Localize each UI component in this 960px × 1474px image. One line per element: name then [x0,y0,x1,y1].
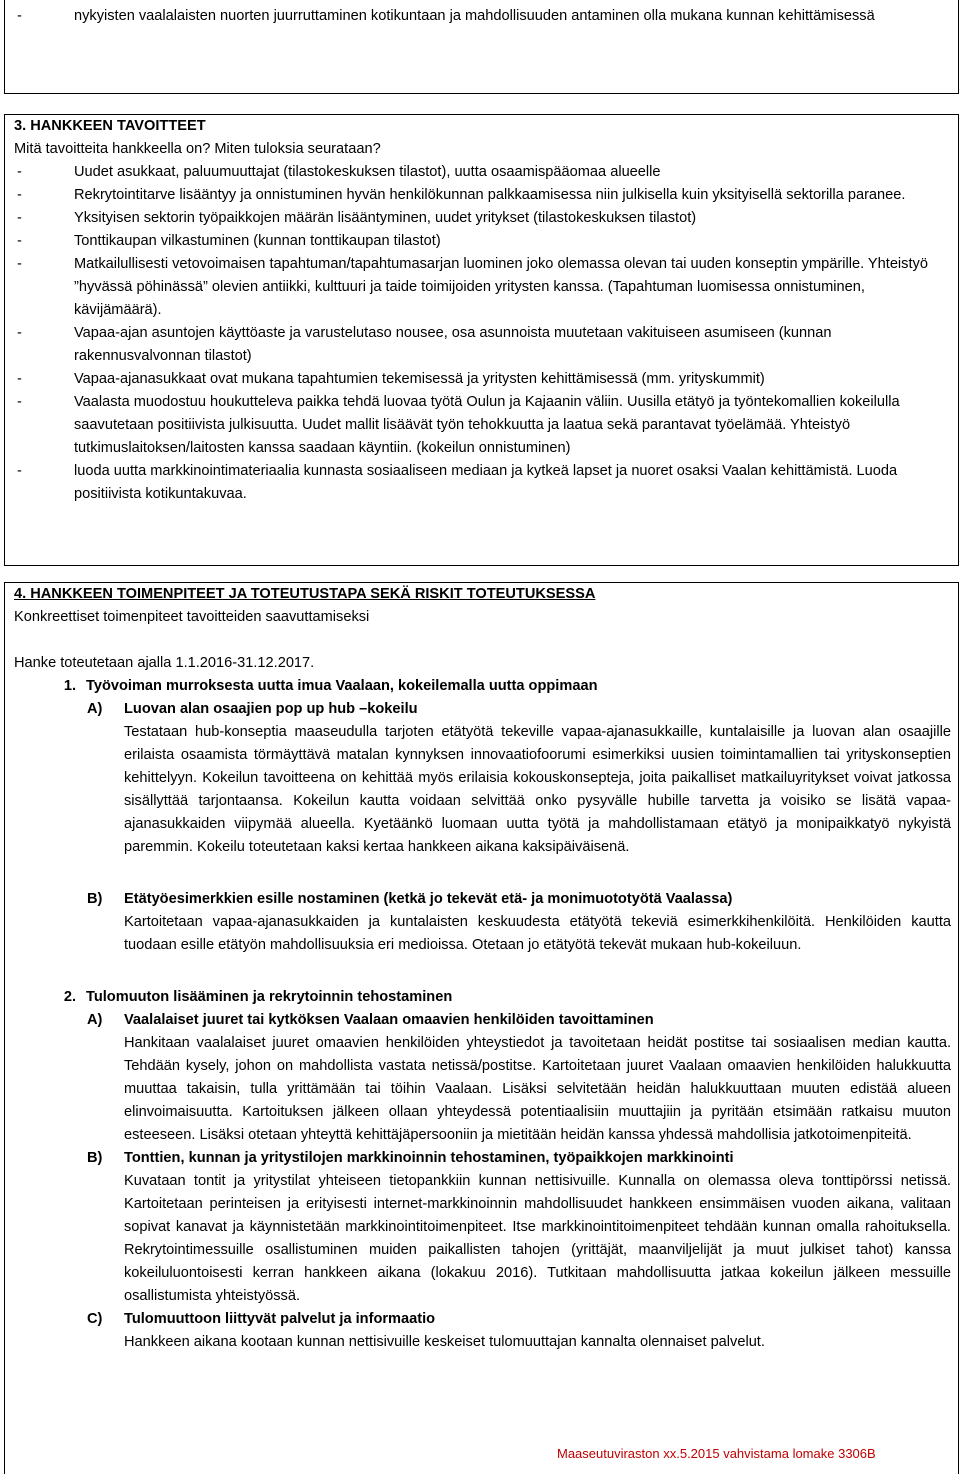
section-3-subheading: Mitä tavoitteita hankkeella on? Miten tuloksia seurataan? [14,141,381,157]
topic-2c-heading: C) Tulomuuttoon liittyvät palvelut ja informaatio [87,1311,436,1327]
list-item: - Vaalasta muodostuu houkutteleva paikka tehdä luovaa työtä Oulun ja Kajaanin väliin. Uusilla etätyö ja työntekomallien kokeilulla saavutetaan positiivista julkisuutta. Uudet mallit lisäävät työn tehokkuutta ja laatua sekä parantavat työelämää. Yhteistyö tutkimuslaitoksen/laitosten kanssa saadaan käyntiin. (kokeilun onnistuminen) [14,391,951,460]
topic-2: 2. Tulomuuton lisääminen ja rekrytoinnin tehostaminen [14,986,951,1009]
topic-2a-text: Hankitaan vaalalaiset juuret omaavien henkilöiden yhteystiedot ja tavoitetaan heidät postitse tai sosiaalisen median kautta. Tehdään kysely, johon on mahdollista vastata netissä/postitse. Kartoitetaan juuret Vaalaan omaavien henkilöiden halukkuutta muuttaa takaisin, tulla yrittämään tai töihin Vaalaan. Lisäksi selvitetään heidän halukkuuttaan muuten edistää alueen elinvoimaisuutta. Kartoituksen jälkeen ollaan yhteydessä potentiaalisiin muuttajiin ja pyritään etsimään ratkaisu muuton esteeseen. Lisäksi otetaan yhteyttä kehittäjäpersooniin ja mietitään heidän kanssa yhdessä mahdollisia jatkotoimenpiteitä. [124,1035,951,1143]
list-item-text: nykyisten vaalalaisten nuorten juurruttaminen kotikuntaan ja mahdollisuuden antaminen olla mukana kunnan kehittämisessä [74,8,875,24]
topic-1: 1. Työvoiman murroksesta uutta imua Vaalaan, kokeilemalla uutta oppimaan [14,675,951,698]
topic-1b-heading: B) Etätyöesimerkkien esille nostaminen (ketkä jo tekevät etä- ja monimuototyötä Vaalassa) [87,891,733,907]
topic-2a-heading: A) Vaalalaiset juuret tai kytköksen Vaalaan omaavien henkilöiden tavoittaminen [87,1012,654,1028]
list-item-text: Vaalasta muodostuu houkutteleva paikka tehdä luovaa työtä Oulun ja Kajaanin väliin. Uusilla etätyö ja työntekomallien kokeilulla saavutetaan positiivista julkisuutta. Uudet mallit lisäävät työn tehokkuutta ja laatua sekä parantavat työelämää. Yhteistyö tutkimuslaitoksen/laitosten kanssa saadaan käyntiin. (kokeilun onnistuminen) [74,394,900,456]
list-item: - Yksityisen sektorin työpaikkojen määrän lisääntyminen, uudet yritykset (tilastokeskuksen tilastot) [14,207,951,230]
list-item: - nykyisten vaalalaisten nuorten juurruttaminen kotikuntaan ja mahdollisuuden antaminen olla mukana kunnan kehittämisessä [14,5,951,28]
topic-2b-text: Kuvataan tontit ja yritystilat yhteiseen tietopankkiin kunnan nettisivuille. Kunnalla on olemassa oleva tonttipörssi netissä. Kartoitetaan perinteisen ja erityisesti internet-markkinoinnin mahdollisuudet hankkeen ensimmäisen vuoden aikana, valitaan sopivat kanavat ja käynnistetään markkinointitoimenpiteet. Itse markkinointitoimenpiteet tehdään kunnan omalla rahoituksella. Rekrytointimessuille osallistuminen muiden paikallisten tahojen (yrittäjät, maanviljelijät ja muut julkiset tahot) kanssa kokeiluluontoisesti kerran hankkeen aikana (lokakuu 2016). Tutkitaan mahdollisuutta jatkaa kokeilun jälkeen messuille osallistumista yhteistyössä. [124,1173,951,1304]
section-4-subheading: Konkreettiset toimenpiteet tavoitteiden saavuttamiseksi [14,609,370,625]
topic-1a-text: Testataan hub-konseptia maaseudulla tarjoten etätyötä tekeville vapaa-ajanasukkaille, kuntalaisille ja luovan alan osaajille erilaista osaamista törmäyttävä matalan kynnyksen innovaatiofoorumi esimerkiksi uusien toimintamallien tai yrityskonseptien kehittelyyn. Kokeilun tavoitteena on kehittää myös erilaisia kokouskonsepteja, joita paikalliset matkailuyritykset voivat jatkossa sisällyttää tarjontaansa. Kokeilun kautta voidaan selvittää onko pysyvälle hubille tarvetta ja voisiko se lisätä vapaa-ajanasukkaiden viipymää alueella. Kyetäänkö luomaan uutta työtä ja mahdollistamaan etätyö ja monipaikkatyö nykyistä paremmin. Kokeilu toteutetaan kaksi kertaa hankkeen aikana kaksipäiväisenä. [124,724,951,855]
list-item: - Vapaa-ajanasukkaat ovat mukana tapahtumien tekemisessä ja yritysten kehittämisessä (mm. yrityskummit) [14,368,951,391]
form-footer: Maaseutuviraston xx.5.2015 vahvistama lomake 3306B [557,1446,876,1461]
section-3-list [14,161,951,506]
list-item-text: Tonttikaupan vilkastuminen (kunnan tonttikaupan tilastot) [74,233,441,249]
list-item-text: Vapaa-ajan asuntojen käyttöaste ja varustelutaso nousee, osa asunnoista muutetaan vakituiseen asumiseen (kunnan rakennusvalvonnan tilastot) [74,325,832,364]
list-item-text: Vapaa-ajanasukkaat ovat mukana tapahtumien tekemisessä ja yritysten kehittämisessä (mm. yrityskummit) [74,371,765,387]
list-item: - Tonttikaupan vilkastuminen (kunnan tonttikaupan tilastot) [14,230,951,253]
list-item: - Rekrytointitarve lisääntyy ja onnistuminen hyvän henkilökunnan palkkaamisessa niin julkisella kuin yksityisellä sektorilla paranee. [14,184,951,207]
section-3-box [4,114,959,566]
topic-1-title: Työvoiman murroksesta uutta imua Vaalaan, kokeilemalla uutta oppimaan [86,678,598,694]
section-4-box [4,582,959,1474]
topic-2b-heading: B) Tonttien, kunnan ja yritystilojen markkinoinnin tehostaminen, työpaikkojen markkinointi [87,1150,734,1166]
section-4-heading: 4. HANKKEEN TOIMENPITEET JA TOTEUTUSTAPA SEKÄ RISKIT TOTEUTUKSESSA [14,586,596,602]
topic-2c-text: Hankkeen aikana kootaan kunnan nettisivuille keskeiset tulomuuttajan kannalta olennaiset palvelut. [124,1334,765,1350]
list-item-text: Yksityisen sektorin työpaikkojen määrän lisääntyminen, uudet yritykset (tilastokeskuksen tilastot) [74,210,697,226]
topic-1a-heading: A) Luovan alan osaajien pop up hub –kokeilu [87,701,418,717]
list-item-text: Matkailullisesti vetovoimaisen tapahtuman/tapahtumasarjan luominen joko olemassa olevan tai uuden konseptin ympärille. Yhteistyö ”hyvässä pöhinässä” olevien antiikki, kulttuuri ja taide toimijoiden yritysten kanssa. (Tapahtuman luomisessa onnistuminen, kävijämäärä). [74,256,928,318]
list-item: - Matkailullisesti vetovoimaisen tapahtuman/tapahtumasarjan luominen joko olemassa olevan tai uuden konseptin ympärille. Yhteistyö ”hyvässä pöhinässä” olevien antiikki, kulttuuri ja taide toimijoiden yritysten kanssa. (Tapahtuman luomisessa onnistuminen, kävijämäärä). [14,253,951,322]
top-box [4,0,959,94]
list-item-text: Rekrytointitarve lisääntyy ja onnistuminen hyvän henkilökunnan palkkaamisessa niin julkisella kuin yksityisellä sektorilla paranee. [74,187,906,203]
list-item-text: luoda uutta markkinointimateriaalia kunnasta sosiaaliseen mediaan ja kytkeä lapset ja nuoret osaksi Vaalan kehittämistä. Luoda positiivista kotikuntakuvaa. [74,463,898,502]
project-duration: Hanke toteutetaan ajalla 1.1.2016-31.12.2017. [14,655,315,671]
list-item: - Vapaa-ajan asuntojen käyttöaste ja varustelutaso nousee, osa asunnoista muutetaan vakituiseen asumiseen (kunnan rakennusvalvonnan tilastot) [14,322,951,368]
list-item: - luoda uutta markkinointimateriaalia kunnasta sosiaaliseen mediaan ja kytkeä lapset ja nuoret osaksi Vaalan kehittämistä. Luoda positiivista kotikuntakuvaa. [14,460,951,506]
topic-1b-text: Kartoitetaan vapaa-ajanasukkaiden ja kuntalaisten keskuudesta etätyötä tekeviä esimerkkihenkilöitä. Henkilöiden kautta tuodaan esille etätyön mahdollisuuksia eri medioissa. Otetaan jo etätyötä tekevät mukaan hub-kokeiluun. [124,914,951,953]
list-item-text: Uudet asukkaat, paluumuuttajat (tilastokeskuksen tilastot), uutta osaamispääomaa alueelle [74,164,661,180]
topic-2-title: Tulomuuton lisääminen ja rekrytoinnin tehostaminen [86,989,453,1005]
section-3-heading: 3. HANKKEEN TAVOITTEET [14,118,206,134]
list-item: - Uudet asukkaat, paluumuuttajat (tilastokeskuksen tilastot), uutta osaamispääomaa alueelle [14,161,951,184]
